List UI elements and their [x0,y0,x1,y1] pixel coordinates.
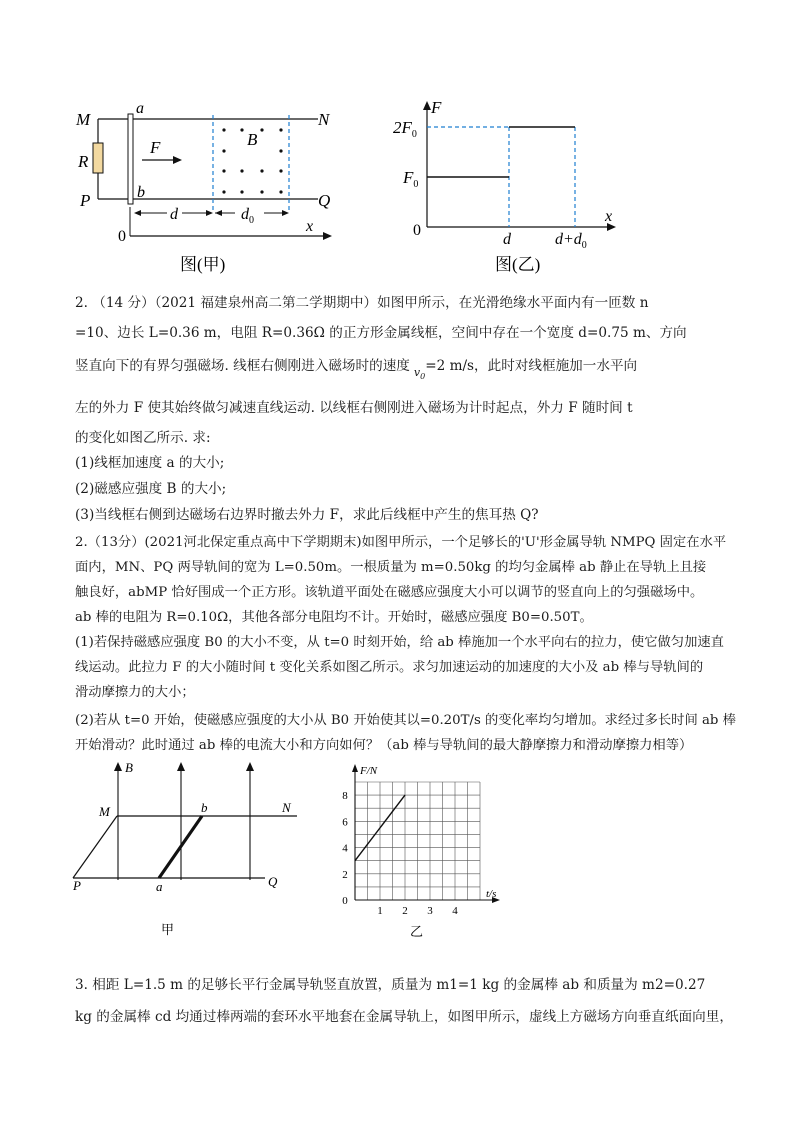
label-N: N [282,800,291,815]
bar-ab [128,114,133,204]
label-M: M [99,804,110,819]
caption-jia: 甲 [161,922,175,937]
label-F: F [431,98,442,117]
p2b-line6: 线运动。此拉力 F 的大小随时间 t 变化关系如图乙所示。求匀加速运动的加速度的大小及 ab 棒与导轨间的 [75,660,704,675]
figure-yi [385,95,630,275]
y-tick-label: 0 [342,895,348,907]
label-a: a [156,879,163,894]
rail-MP [73,816,117,878]
p2a-line5: 的变化如图乙所示. 求: [75,430,211,446]
p2a-line2: =10、边长 L=0.36 m，电阻 R=0.36Ω 的正方形金属线框，空间中存在一个宽度 d=0.75 m、方向 [75,325,687,341]
p2a-line1: 2. （14 分）（2021 福建泉州高二第二学期期中）如图甲所示，在光滑绝缘水平面内有一匝数 n [75,295,649,311]
p2b-line2: 面内，MN、PQ 两导轨间的宽为 L=0.50m。一根质量为 m=0.50kg 的均匀金属棒 ab 静止在导轨上且接 [75,560,707,575]
p2b-line5: (1)若保持磁感应强度 B0 的大小不变，从 t=0 时刻开始，给 ab 棒施加一个水平向右的拉力，使它做匀加速直 [75,635,724,650]
label-d: d [503,231,511,248]
label-R: R [78,152,89,171]
caption-yi: 图(乙) [495,255,541,274]
resistor [93,143,103,173]
y-axis-arrow [352,764,358,772]
label-b: b [201,800,208,815]
p2b-line4: ab 棒的电阻为 R=0.10Ω，其他各部分电阻均不计。开始时，磁感应强度 B0=0.50T。 [75,610,593,625]
label-a: a [136,100,144,117]
y-tick-label: 2 [342,868,348,881]
p2b-line7: 滑动摩擦力的大小； [75,685,195,700]
label-2F0: $2F_0$ [393,118,417,140]
p2a-q2: (2)磁感应强度 B 的大小; [75,481,227,497]
x-tick-label: 1 [377,905,383,917]
p2a-q1: (1)线框加速度 a 的大小; [75,455,225,471]
label-P: P [80,191,91,210]
y-tick-label: 6 [342,816,348,829]
label-origin: 0 [413,222,421,239]
p2b-line3: 触良好，abMP 恰好围成一个正方形。该轨道平面处在磁感应强度大小可以调节的竖直向上的匀强磁场中。 [75,585,704,600]
figure2-jia [65,760,305,940]
label-N: N [318,110,330,129]
chart-grid [355,782,480,900]
p3-line2: kg 的金属棒 cd 均通过棒两端的套环水平地套在金属导轨上，如图甲所示，虚线上方磁场方向垂直纸面向里， [75,1009,733,1025]
caption-jia: 图(甲) [180,255,226,274]
p2a-line4: 左的外力 F 使其始终做匀减速直线运动. 以线框右侧刚进入磁场为计时起点，外力 F 随时间 t [75,400,633,416]
x-axis-label: t/s [486,888,497,900]
y-tick-label: 8 [342,790,348,803]
label-Q: Q [268,874,278,889]
label-b: b [137,184,145,201]
p2b-line9: 开始滑动？此时通过 ab 棒的电流大小和方向如何？（ab 棒与导轨间的最大静摩擦力和滑动摩擦力相等） [75,738,693,753]
p2b-line8: (2)若从 t=0 开始，使磁感应强度的大小从 B0 开始使其以=0.20T/s 的变化率均匀增加。求经过多长时间 ab 棒 [75,713,736,728]
p2b-line1: 2.（13分）(2021河北保定重点高中下学期期末)如图甲所示，一个足够长的'U'形金属导轨 NMPQ 固定在水平 [75,535,727,550]
figure-jia [70,95,360,275]
y-tick-label: 4 [342,842,348,855]
label-x: x [306,218,314,235]
label-F0: $F_0$ [403,168,419,190]
label-origin: 0 [118,228,126,245]
label-F: F [150,138,161,157]
figure2-yi-chart [330,758,510,943]
p3-line1: 3. 相距 L=1.5 m 的足够长平行金属导轨竖直放置，质量为 m1=1 kg 的金属棒 ab 和质量为 m2=0.27 [75,977,706,993]
p2a-q3: (3)当线框右侧到达磁场右边界时撤去外力 F，求此后线框中产生的焦耳热 Q? [75,507,539,523]
label-B: B [125,760,133,775]
label-d: d [170,206,178,223]
label-P: P [73,878,81,893]
label-M: M [76,110,91,129]
x-tick-label: 4 [452,905,458,917]
p2a-line3: 竖直向下的有界匀强磁场. 线框右侧刚进入磁场时的速度 $_{v_0}$=2 m/s，此时对线框施加一水平向 [75,358,638,382]
label-B: B [247,130,258,149]
label-x: x [605,208,613,225]
x-tick-label: 3 [427,905,433,917]
x-tick-label: 2 [402,905,408,917]
caption-yi: 乙 [410,924,424,939]
chart-axes [352,764,500,903]
label-Q: Q [318,191,331,210]
label-d-plus-d0: $d+d_0$ [555,231,587,251]
v0-symbol: v0 [413,366,426,382]
label-d0: $d_0$ [241,206,254,226]
y-axis-label: F/N [360,765,378,777]
